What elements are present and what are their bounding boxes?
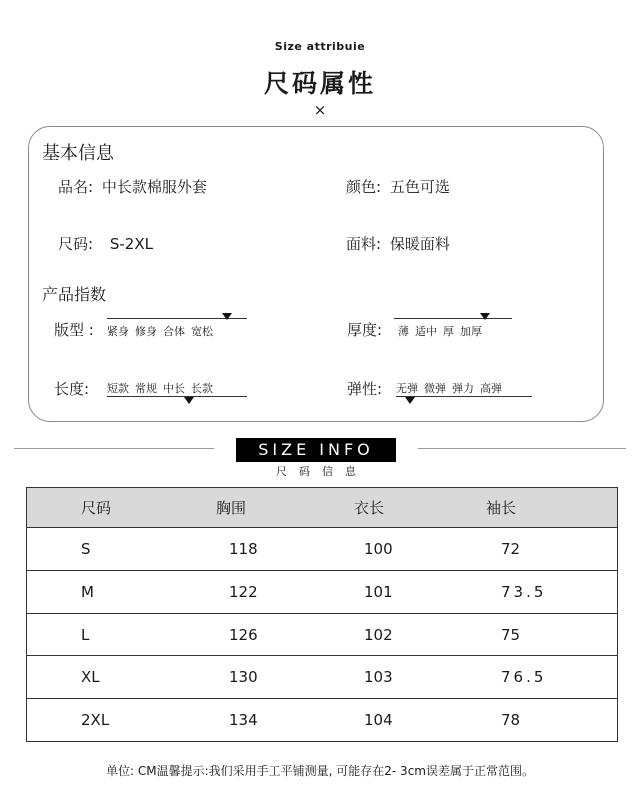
table-cell: 2XL bbox=[81, 711, 110, 729]
table-cell: 73.5 bbox=[501, 583, 547, 601]
eyebrow-text: Size attribuie bbox=[274, 40, 366, 53]
elasticity-scale-line bbox=[396, 396, 532, 397]
color-value: 五色可选 bbox=[389, 178, 450, 196]
length-label: 长度: bbox=[54, 380, 90, 398]
length-option: 中长 bbox=[163, 382, 185, 395]
size-range-field bbox=[58, 233, 153, 254]
length-indicator-icon bbox=[184, 397, 194, 404]
fabric-value: 保暖面料 bbox=[389, 235, 450, 253]
table-cell: 78 bbox=[501, 711, 521, 729]
size-info-banner: SIZE INFO bbox=[236, 438, 396, 462]
table-header-cell: 尺码 bbox=[81, 499, 112, 517]
table-row bbox=[27, 528, 617, 571]
table-cell: 126 bbox=[229, 625, 258, 644]
fit-label: 版型 : bbox=[54, 321, 94, 339]
product-name-label: 品名: bbox=[58, 178, 94, 196]
table-row bbox=[27, 699, 617, 741]
length-option: 长款 bbox=[191, 382, 213, 395]
size-range-value: S-2XL bbox=[109, 235, 153, 253]
elasticity-option: 微弹 bbox=[424, 382, 446, 395]
close-icon: × bbox=[313, 101, 327, 119]
fit-option: 合体 bbox=[163, 325, 185, 338]
table-header-row bbox=[27, 488, 617, 528]
divider-right bbox=[418, 448, 626, 449]
table-cell: 72 bbox=[501, 540, 521, 558]
color-field bbox=[346, 176, 450, 197]
table-row bbox=[27, 571, 617, 614]
table-cell: 101 bbox=[364, 583, 393, 601]
basic-info-title: 基本信息 bbox=[42, 143, 114, 164]
product-index-title: 产品指数 bbox=[42, 285, 107, 304]
elasticity-option: 无弹 bbox=[396, 382, 418, 395]
size-info-subtitle: 尺码信息 bbox=[276, 465, 368, 478]
table-cell: 104 bbox=[364, 711, 393, 729]
elasticity-label: 弹性: bbox=[347, 380, 383, 398]
table-cell: 134 bbox=[229, 711, 258, 729]
footnote: 单位: CM温馨提示:我们采用手工平铺测量, 可能存在2- 3cm误差属于正常范围。 bbox=[106, 764, 534, 778]
table-header-cell: 袖长 bbox=[486, 499, 517, 517]
fit-option: 紧身 bbox=[107, 325, 129, 338]
thickness-scale-line bbox=[394, 318, 512, 319]
elasticity-option: 高弹 bbox=[480, 382, 502, 395]
table-cell: 130 bbox=[229, 668, 258, 686]
color-label: 颜色: bbox=[346, 178, 382, 196]
table-header-cell: 衣长 bbox=[354, 499, 385, 517]
length-scale-line bbox=[107, 396, 247, 397]
thickness-label: 厚度: bbox=[347, 321, 383, 339]
thickness-indicator-icon bbox=[480, 313, 490, 320]
length-option: 短款 bbox=[107, 382, 129, 395]
table-cell: 75 bbox=[501, 625, 521, 644]
table-cell: XL bbox=[81, 668, 100, 686]
size-table bbox=[26, 487, 618, 742]
table-cell: M bbox=[81, 583, 94, 601]
info-card bbox=[28, 126, 604, 422]
table-row bbox=[27, 614, 617, 656]
table-cell: S bbox=[81, 540, 91, 558]
page-title: 尺码属性 bbox=[263, 69, 376, 98]
table-cell: L bbox=[81, 625, 90, 644]
elasticity-indicator-icon bbox=[405, 397, 415, 404]
table-cell: 122 bbox=[229, 583, 258, 601]
length-scale bbox=[107, 380, 247, 406]
size-range-label: 尺码: bbox=[58, 235, 94, 253]
fit-option: 修身 bbox=[135, 325, 157, 338]
fit-indicator-icon bbox=[222, 313, 232, 320]
divider-left bbox=[14, 448, 214, 449]
table-header-cell: 胸围 bbox=[216, 499, 247, 517]
thickness-option: 厚 bbox=[443, 325, 454, 338]
fit-scale bbox=[107, 312, 247, 338]
thickness-option: 适中 bbox=[415, 325, 437, 338]
elasticity-option: 弹力 bbox=[452, 382, 474, 395]
table-cell: 103 bbox=[364, 668, 393, 686]
elasticity-scale bbox=[396, 380, 532, 406]
fabric-label: 面料: bbox=[346, 235, 382, 253]
table-cell: 102 bbox=[364, 625, 393, 644]
fit-option: 宽松 bbox=[191, 325, 213, 338]
product-name-value: 中长款棉服外套 bbox=[101, 178, 207, 196]
table-cell: 118 bbox=[229, 540, 258, 558]
table-cell: 76.5 bbox=[501, 668, 547, 686]
table-row bbox=[27, 656, 617, 699]
fabric-field bbox=[346, 233, 450, 254]
length-option: 常规 bbox=[135, 382, 157, 395]
product-name-field bbox=[58, 176, 207, 197]
thickness-option: 薄 bbox=[398, 325, 409, 338]
thickness-scale bbox=[394, 312, 512, 338]
table-cell: 100 bbox=[364, 540, 393, 558]
thickness-option: 加厚 bbox=[460, 325, 482, 338]
